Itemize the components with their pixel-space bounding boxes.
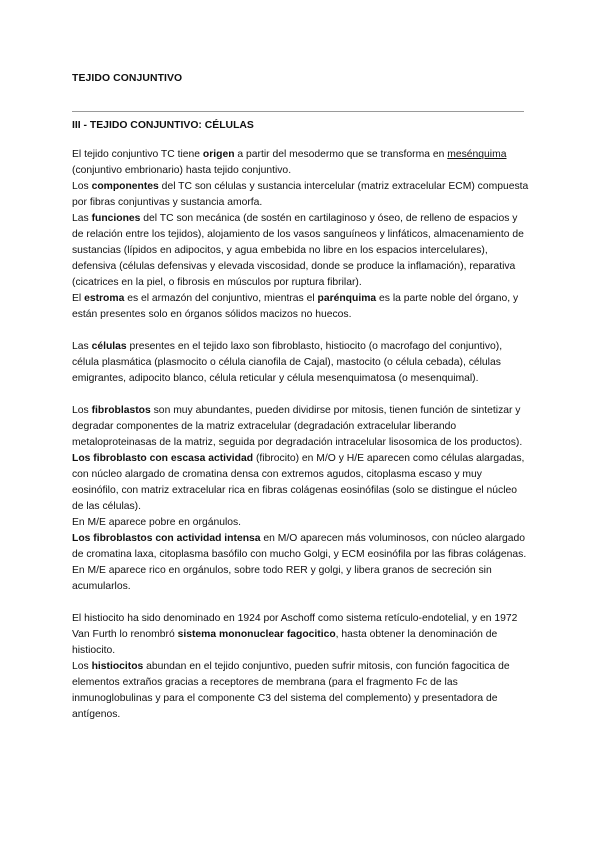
text-run: abundan en el tejido conjuntivo, pueden sufrir mitosis, con función fagocitica de elementos extraños gracias a receptores de membrana (para el fragmento Fc de las inmunoglobulinas y para el componente C3 del sistema del complemento) y presentadora de antígenos. [72, 661, 510, 720]
text-run: Los [72, 405, 92, 416]
text-run: Las [72, 213, 92, 224]
text-run: a partir del mesodermo que se transforma en [234, 149, 448, 160]
text-run: El tejido conjuntivo TC tiene [72, 149, 203, 160]
text-run: del TC son células y sustancia intercelular (matriz extracelular ECM) compuesta por fibras conjuntivas y sustancia amorfa. [72, 181, 529, 208]
underlined-term: mesénquima [447, 149, 507, 160]
paragraph-components [72, 179, 530, 211]
text-run: del TC son mecánica (de sostén en cartilaginoso y óseo, de relleno de espacios y de relación entre los tejidos), alojamiento de los vasos sanguíneos y linfáticos, almacenamiento de sustancias (lípidos en adipocitos, y agua embebida no libre en los espacios intercelulares), defensiva (células defensivas y elevada viscosidad, donde se produce la inflamación), reparativa (cicatrices en la piel, o fibrosis en músculos por ruptura fibrilar). [72, 213, 524, 288]
bold-term: histiocitos [91, 661, 144, 672]
text-run: es la parte noble del órgano, y están presentes solo en órganos sólidos macizos no huecos. [72, 293, 519, 320]
bold-term: sistema mononuclear fagocitico [177, 629, 336, 640]
body-text [72, 147, 530, 723]
paragraph-me-rich: En M/E aparece rico en orgánulos, sobre todo RER y golgi, y libera granos de secreción sin acumularlos. [72, 565, 492, 592]
text-run: es el armazón del conjuntivo, mientras el [124, 293, 318, 304]
paragraph-histiocyte-history [72, 611, 530, 659]
text-run: , hasta obtener la denominación de histiocito. [72, 629, 498, 656]
bold-term: origen [202, 149, 235, 160]
section-title: III - TEJIDO CONJUNTIVO: CÉLULAS [72, 120, 254, 131]
document-title: TEJIDO CONJUNTIVO [72, 73, 183, 84]
paragraph-high-activity [72, 531, 530, 563]
paragraph-me-poor: En M/E aparece pobre en orgánulos. [72, 517, 242, 528]
bold-term: parénquima [317, 293, 377, 304]
bold-term: Los fibroblasto con escasa actividad [72, 453, 254, 464]
paragraph-stroma [72, 291, 530, 323]
text-run: son muy abundantes, pueden dividirse por mitosis, tienen función de sintetizar y degradar componentes de la matriz extracelular (degradación extracelular liberando metaloproteinasas de la matriz, seguida por degradación intracelular lisosomica de los productos). [72, 405, 523, 448]
text-run: Los [72, 181, 92, 192]
text-run: El histiocito ha sido denominado en 1924 por Aschoff como sistema retículo-endotelial, y en 1972 Van Furth lo renombró [72, 613, 518, 640]
text-run: en M/O aparecen más voluminosos, con núcleo alargado de cromatina laxa, citoplasma basófilo con mucho Golgi, y ECM eosinófila por las fibras colágenas. [72, 533, 527, 560]
text-run: (fibrocito) en M/O y H/E aparecen como células alargadas, con núcleo alargado de cromatina densa con extremos agudos, citoplasma escaso y muy eosinófilo, con matriz extracelular rica en fibras colágenas eosinófilas (solo se distingue el núcleo de las células). [72, 453, 525, 512]
paragraph-histiocytes [72, 659, 530, 723]
paragraph-low-activity [72, 451, 530, 515]
bold-term: fibroblastos [91, 405, 151, 416]
bold-term: células [91, 341, 127, 352]
bold-term: componentes [91, 181, 159, 192]
bold-term: estroma [84, 293, 125, 304]
text-run: presentes en el tejido laxo son fibroblasto, histiocito (o macrofago del conjuntivo), célula plasmática (plasmocito o célula cianofila de Cajal), mastocito (o célula cebada), células emigrantes, adipocito blanco, célula reticular y célula mesenquimatosa (o mesenquimal). [72, 341, 503, 384]
paragraph-cells [72, 339, 530, 387]
horizontal-divider [72, 111, 524, 112]
paragraph-origin [72, 147, 530, 179]
text-run: Los [72, 661, 92, 672]
text-run: El [72, 293, 85, 304]
text-run: (conjuntivo embrionario) hasta tejido conjuntivo. [72, 165, 292, 176]
paragraph-fibroblasts [72, 403, 530, 451]
bold-term: funciones [91, 213, 141, 224]
bold-term: Los fibroblastos con actividad intensa [72, 533, 261, 544]
text-run: Las [72, 341, 92, 352]
paragraph-functions [72, 211, 530, 291]
